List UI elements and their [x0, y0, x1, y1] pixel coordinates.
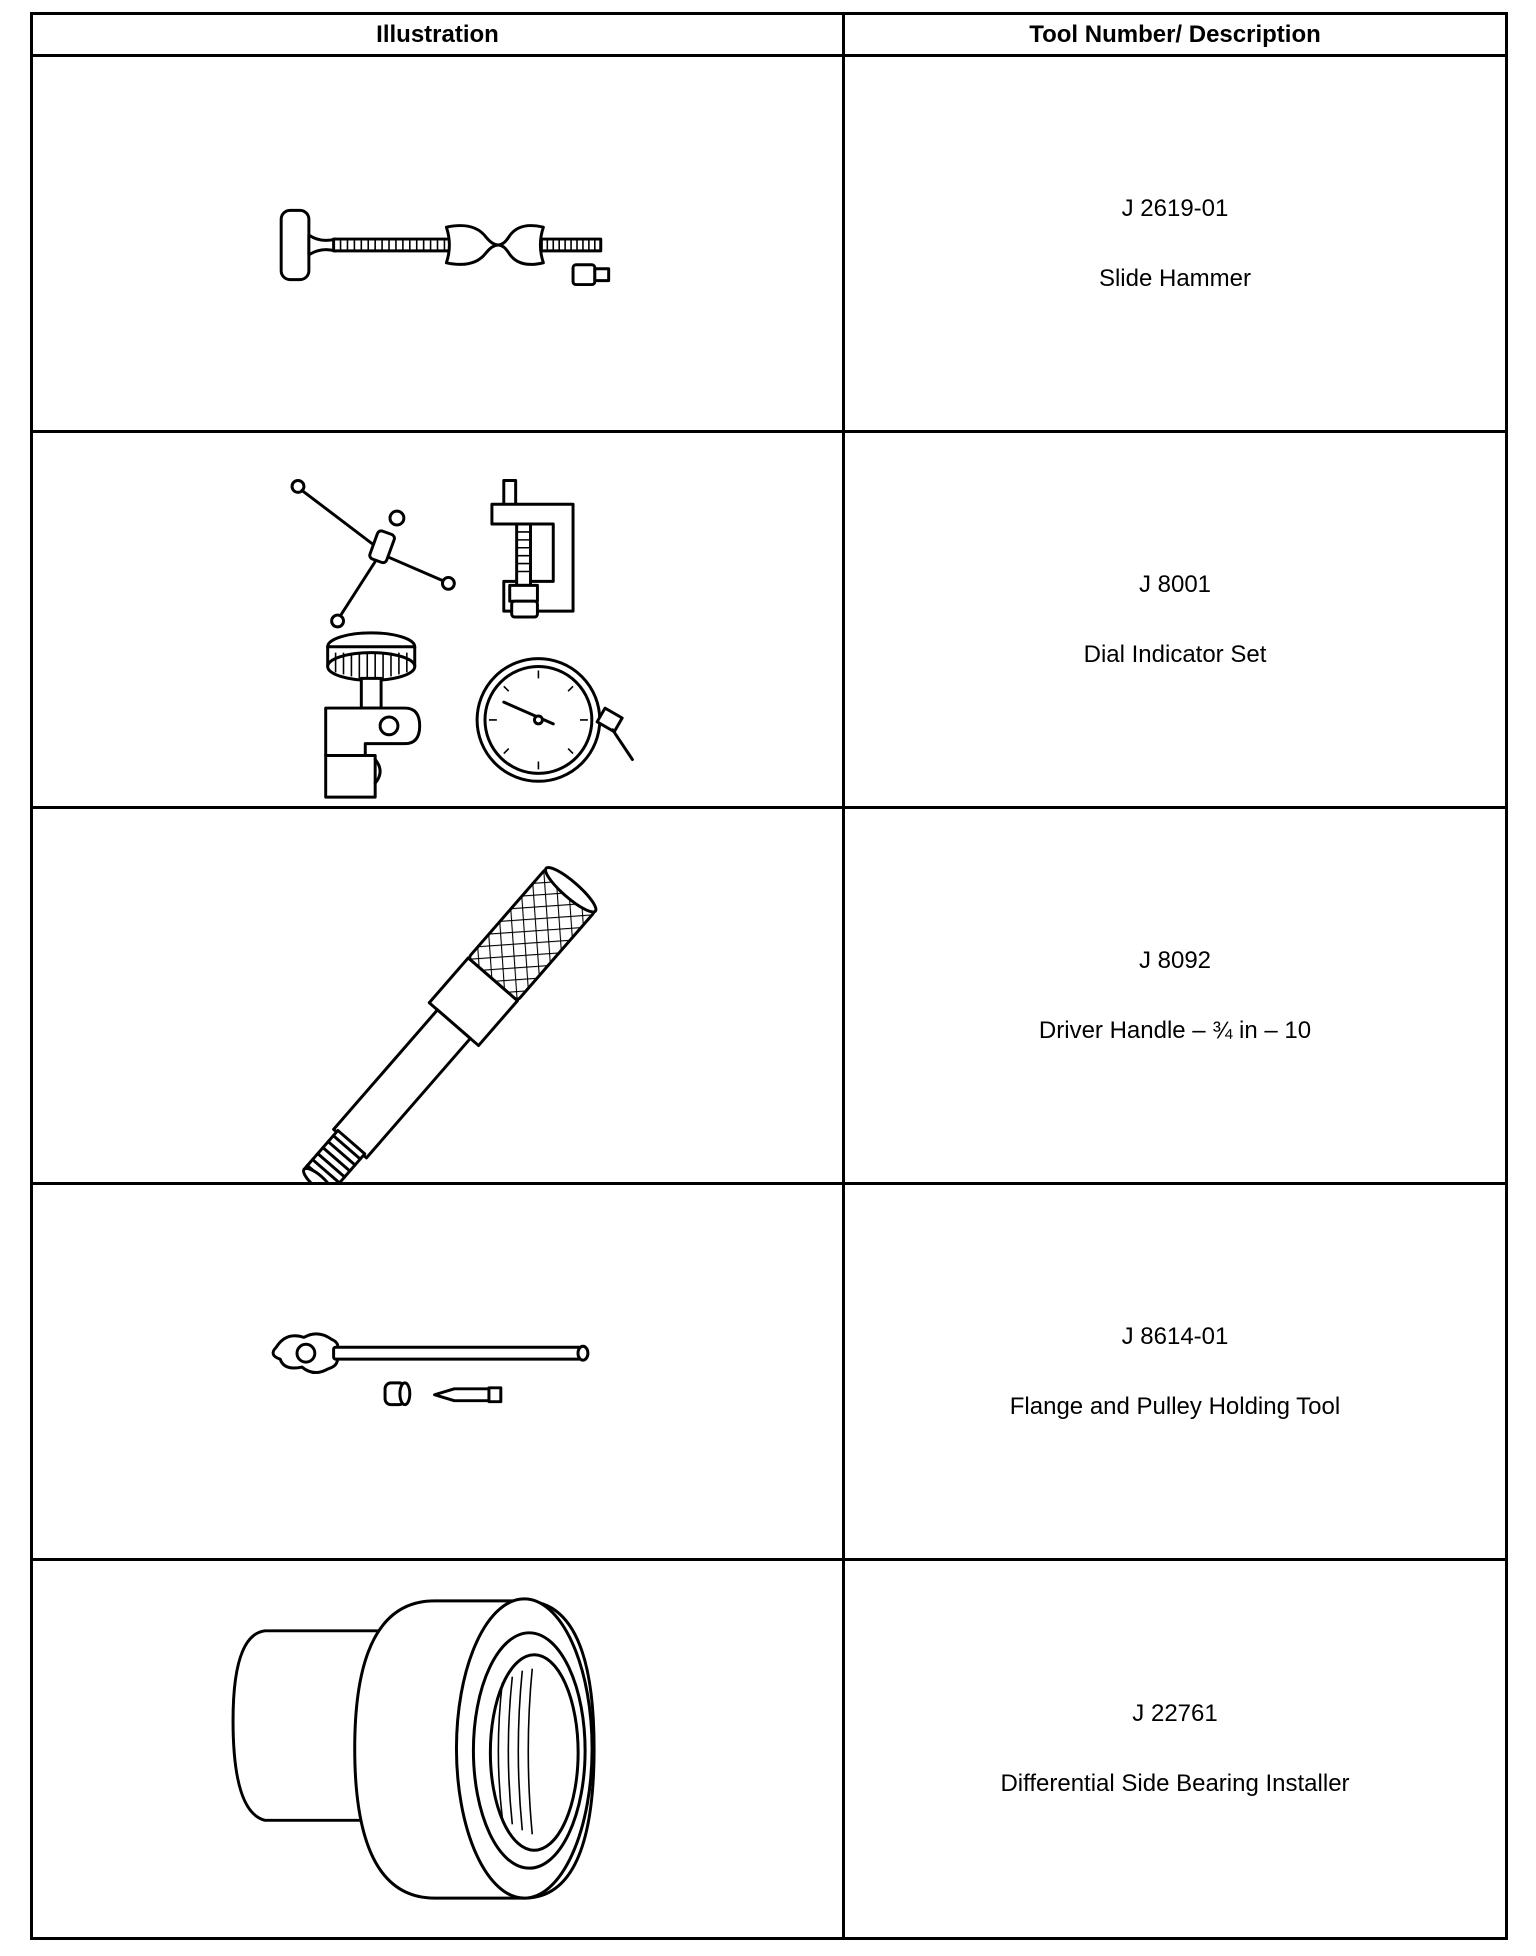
tool-description: Differential Side Bearing Installer: [1000, 1770, 1350, 1797]
description-cell: [845, 809, 1505, 1185]
illustration-cell: [33, 1561, 845, 1937]
flange-pulley-holding-tool-icon: [33, 1185, 842, 1558]
header-illustration: Illustration: [33, 15, 845, 57]
description-cell: [845, 1185, 1505, 1561]
tool-number: J 8614-01: [1121, 1322, 1229, 1350]
header-tool-description: Tool Number/ Description: [845, 15, 1505, 57]
description-cell: [845, 433, 1505, 809]
illustration-cell: [33, 57, 845, 433]
illustration-cell: [33, 809, 845, 1185]
driver-handle-icon: [33, 809, 842, 1182]
dial-indicator-set-icon: [33, 433, 842, 806]
tool-description: Slide Hammer: [1098, 264, 1252, 292]
tool-description: Dial Indicator Set: [1083, 640, 1267, 668]
tool-description: Driver Handle – ¾ in – 10: [1038, 1016, 1312, 1044]
tool-number: J 2619-01: [1121, 194, 1229, 222]
tool-number: J 8001: [1138, 570, 1212, 598]
bearing-installer-icon: [33, 1561, 842, 1937]
tool-number: J 8092: [1138, 946, 1212, 974]
tool-number: J 22761: [1132, 1700, 1218, 1727]
description-cell: [845, 1561, 1505, 1937]
illustration-cell: [33, 1185, 845, 1561]
description-cell: [845, 57, 1505, 433]
illustration-cell: [33, 433, 845, 809]
tool-description: Flange and Pulley Holding Tool: [1009, 1392, 1341, 1420]
slide-hammer-icon: [33, 57, 842, 430]
tool-table: [30, 12, 1508, 1940]
